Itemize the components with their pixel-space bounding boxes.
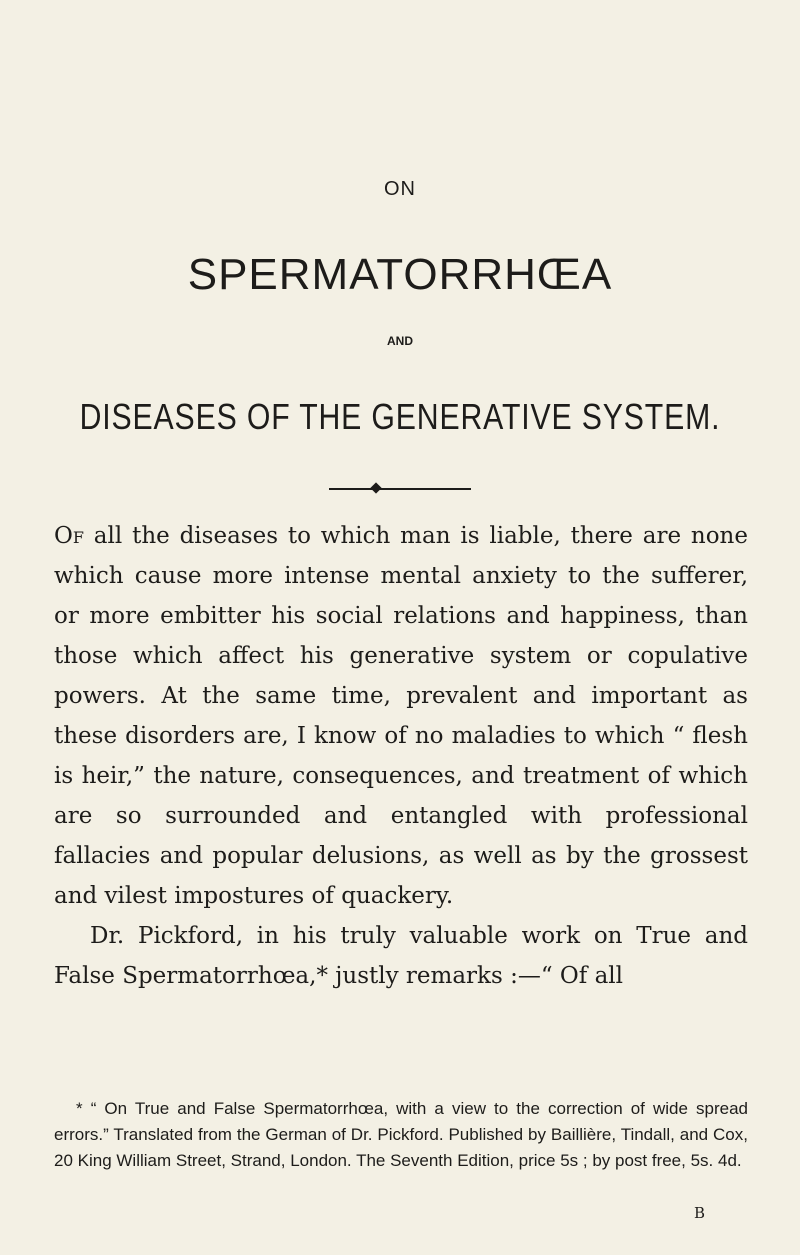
diamond-icon: [370, 482, 381, 493]
ornamental-divider: [329, 484, 471, 494]
paragraph-1-lead-word: Of: [54, 523, 84, 549]
body-text: [54, 516, 748, 996]
paragraph-1-text: all the diseases to which man is liable, there are none which cause more intense mental anxiety to the sufferer, or more embitter his social relations and happiness, than those which affect his generative system or copulative powers. At the same time, prevalent and important as these disorders are, I know of no maladies to which “ flesh is heir,” the nature, consequences, and treatment of which are so surrounded and entangled with professional fallacies and popular delusions, as well as by the grossest and vilest impostures of quackery.: [54, 523, 748, 909]
paragraph-2: Dr. Pickford, in his truly valuable work on True and False Spermatorrhœa,* justly remarks :—“ Of all: [54, 923, 748, 989]
divider-line: [329, 488, 471, 490]
paragraph-1: [54, 516, 748, 916]
page-title: SPERMATORRHŒA: [187, 250, 613, 299]
page-subtitle: DISEASES OF THE GENERATIVE SYSTEM.: [79, 396, 721, 437]
heading-and: AND: [387, 334, 413, 348]
footnote: * “ On True and False Spermatorrhœa, with a view to the correction of wide spread errors.” Translated from the German of Dr. Pickford. Published by Baillière, Tindall, and Cox, 20 King William Street, Strand, London. The Seventh Edition, price 5s ; by post free, 5s. 4d.: [54, 1099, 748, 1170]
signature-mark: B: [694, 1204, 706, 1222]
heading-on: ON: [384, 178, 416, 200]
